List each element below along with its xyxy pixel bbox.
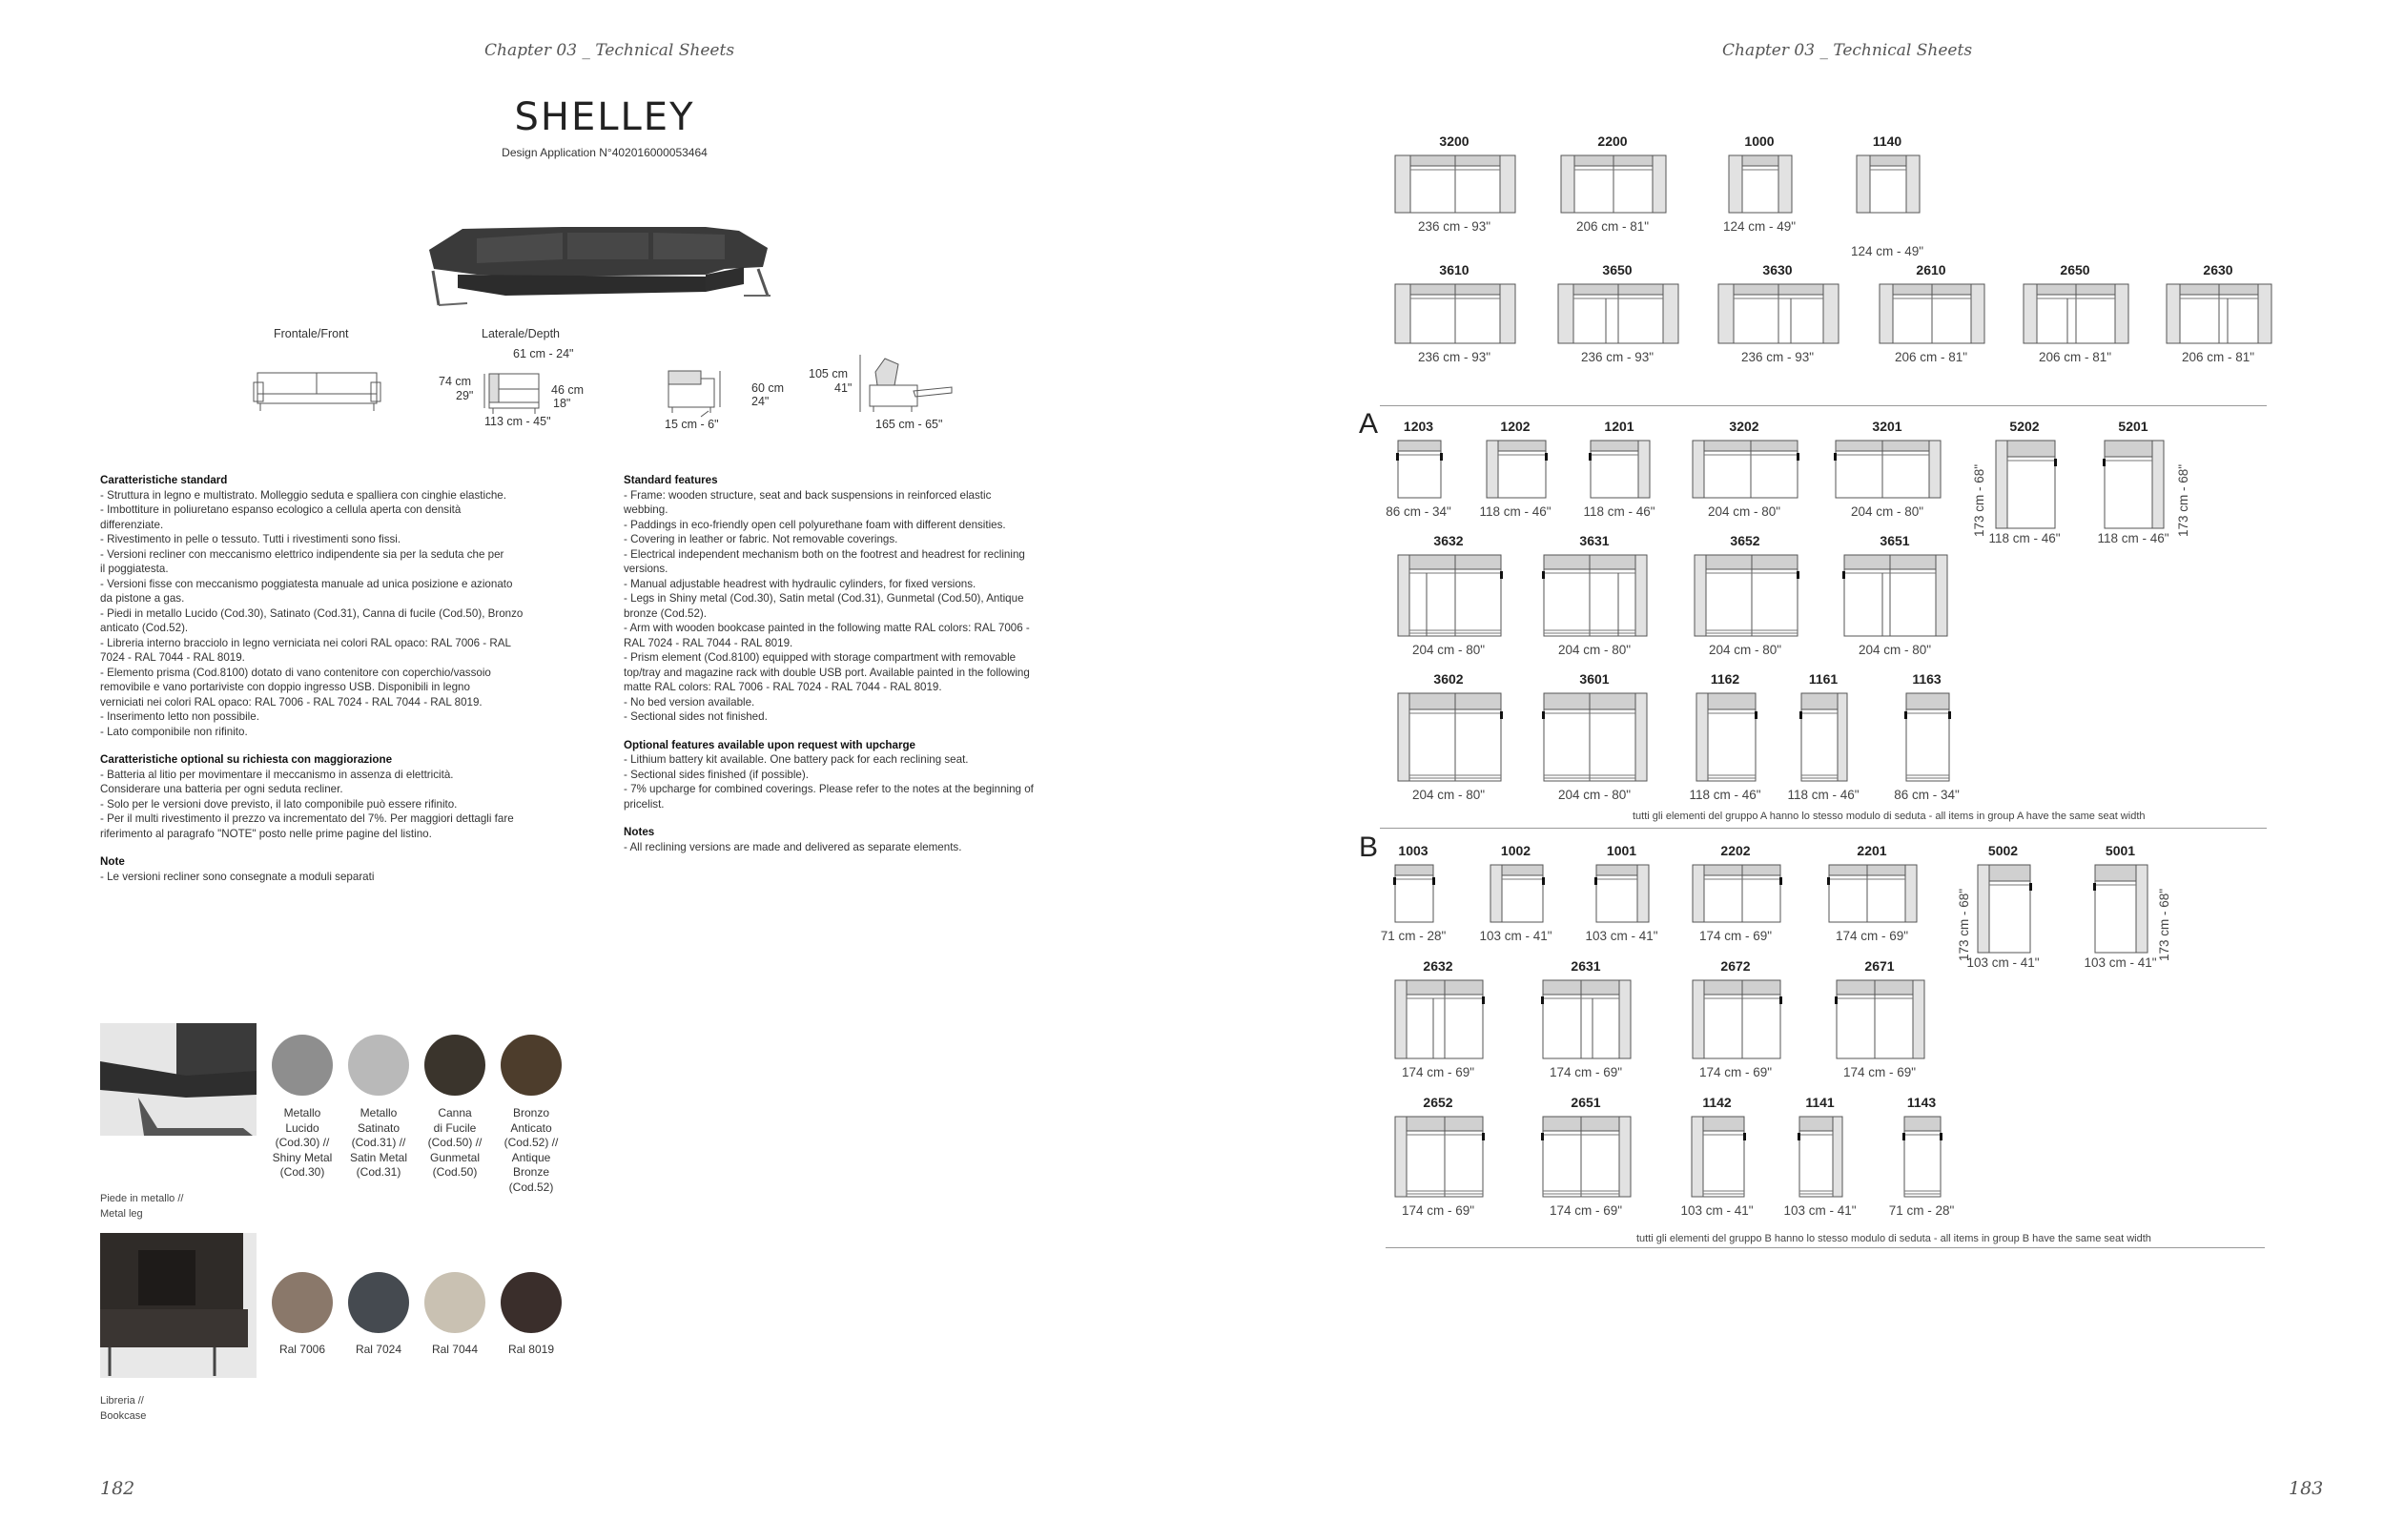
text-line: differenziate. bbox=[100, 518, 164, 531]
module-code: 2632 bbox=[1423, 958, 1453, 974]
module-dimension: 103 cm - 41" bbox=[1680, 1203, 1754, 1218]
swatch-label-line: Bronzo bbox=[512, 1106, 550, 1119]
module-dimension: 118 cm - 46" bbox=[1988, 531, 2061, 545]
text-line: anticato (Cod.52). bbox=[100, 622, 189, 634]
swatch-label-line: (Cod.31) // bbox=[351, 1136, 406, 1149]
module-code: 2671 bbox=[1864, 958, 1895, 974]
text-line: - Elemento prisma (Cod.8100) dotato di vano contenitore con coperchio/vassoio bbox=[100, 666, 491, 679]
module-dimension: 174 cm - 69" bbox=[1842, 1065, 1917, 1079]
module-code: 3200 bbox=[1439, 133, 1469, 149]
swatch-label-line: Bronze bbox=[512, 1165, 550, 1179]
dim-recliner-in: 41" bbox=[834, 381, 853, 395]
metal-swatch-label bbox=[488, 1106, 574, 1195]
module-dimension: 206 cm - 81" bbox=[1894, 350, 1968, 364]
dim-recliner-cm: 105 cm bbox=[809, 367, 848, 380]
en-features-heading: Standard features bbox=[624, 474, 718, 486]
metal-leg-caption-it: Piede in metallo // bbox=[100, 1193, 184, 1204]
ral-swatch[interactable] bbox=[348, 1272, 409, 1333]
module-drawing[interactable] bbox=[1590, 440, 1653, 501]
text-line: riferimento al paragrafo "NOTE" posto nelle prime pagine del listino. bbox=[100, 827, 432, 840]
bookcase-caption-en: Bookcase bbox=[100, 1410, 147, 1422]
swatch-label-line: Satin Metal bbox=[349, 1150, 408, 1164]
text-line: - Covering in leather or fabric. Not removable coverings. bbox=[624, 533, 898, 545]
group-a-divider bbox=[1380, 405, 2267, 406]
module-code: 1001 bbox=[1606, 843, 1637, 858]
ral-swatch-label: Ral 7024 bbox=[355, 1343, 402, 1356]
module-code: 1140 bbox=[1872, 133, 1902, 149]
dim-headrest-cm: 60 cm bbox=[751, 381, 785, 395]
front-view-drawing bbox=[253, 367, 381, 413]
module-drawing[interactable] bbox=[1543, 692, 1650, 784]
module-drawing[interactable] bbox=[1542, 1116, 1634, 1200]
text-line: - Legs in Shiny metal (Cod.30), Satin metal (Cod.31), Gunmetal (Cod.50), Antique bbox=[624, 592, 1024, 605]
module-drawing[interactable] bbox=[1560, 154, 1669, 216]
it-features-list bbox=[100, 488, 606, 740]
page-number-left: 182 bbox=[100, 1478, 135, 1499]
text-line: - 7% upcharge for combined coverings. Please refer to the notes at the beginning of bbox=[624, 783, 1034, 795]
group-a-letter: A bbox=[1359, 408, 1379, 440]
module-code: 3601 bbox=[1579, 671, 1610, 687]
text-line: - Struttura in legno e multistrato. Molleggio seduta e spalliera con cinghie elastiche. bbox=[100, 488, 506, 502]
group-b-letter: B bbox=[1359, 832, 1379, 863]
module-dimension: 118 cm - 46" bbox=[1787, 788, 1860, 802]
swatch-label-line: (Cod.50) // bbox=[427, 1136, 483, 1149]
module-drawing[interactable] bbox=[1800, 692, 1850, 784]
metal-leg-caption-en: Metal leg bbox=[100, 1208, 143, 1220]
module-drawing[interactable] bbox=[1843, 554, 1950, 639]
module-dimension: 174 cm - 69" bbox=[1835, 929, 1909, 943]
dim-seat-in: 18" bbox=[553, 397, 571, 410]
module-drawing[interactable] bbox=[1397, 440, 1444, 501]
product-title: SHELLEY bbox=[514, 95, 695, 139]
group-b-note: tutti gli elementi del gruppo B hanno lo stesso modulo di seduta - all items in group B have the same seat width bbox=[1636, 1233, 2151, 1244]
module-code: 2672 bbox=[1720, 958, 1751, 974]
front-view-label: Frontale/Front bbox=[274, 327, 349, 340]
text-line: - Solo per le versioni dove previsto, il lato componibile può essere rifinito. bbox=[100, 797, 458, 811]
module-depth-dimension: 173 cm - 68" bbox=[2157, 888, 2171, 961]
design-application: Design Application N°402016000053464 bbox=[502, 146, 708, 159]
text-line: - Paddings in eco-friendly open cell polyurethane foam with different densities. bbox=[624, 518, 1006, 531]
module-dimension: 103 cm - 41" bbox=[1966, 955, 2040, 970]
module-drawing[interactable] bbox=[1692, 979, 1783, 1061]
module-dimension: 174 cm - 69" bbox=[1401, 1203, 1475, 1218]
ral-swatch[interactable] bbox=[501, 1272, 562, 1333]
module-drawing[interactable] bbox=[2166, 283, 2274, 346]
module-code: 3201 bbox=[1872, 419, 1902, 434]
module-code: 3651 bbox=[1880, 533, 1910, 548]
text-line: - Versioni recliner con meccanismo elettrico indipendente sia per la seduta che per bbox=[100, 547, 504, 561]
text-line: - Manual adjustable headrest with hydraulic cylinders, for fixed versions. bbox=[624, 577, 976, 590]
module-drawing[interactable] bbox=[2104, 440, 2167, 531]
module-dimension: 206 cm - 81" bbox=[1575, 219, 1650, 234]
en-note-list bbox=[624, 840, 1129, 855]
module-drawing[interactable] bbox=[1696, 692, 1758, 784]
module-code: 3632 bbox=[1433, 533, 1464, 548]
module-drawing[interactable] bbox=[1691, 1116, 1747, 1200]
module-drawing[interactable] bbox=[1394, 154, 1518, 216]
module-dimension: 204 cm - 80" bbox=[1411, 643, 1486, 657]
module-drawing[interactable] bbox=[1856, 154, 1922, 216]
text-line: - Prism element (Cod.8100) equipped with storage compartment with removable bbox=[624, 651, 1017, 664]
module-drawing[interactable] bbox=[1397, 692, 1504, 784]
module-drawing[interactable] bbox=[1717, 283, 1841, 346]
module-dimension: 124 cm - 49" bbox=[1722, 219, 1797, 234]
module-code: 5002 bbox=[1987, 843, 2019, 858]
module-dimension: 236 cm - 93" bbox=[1580, 350, 1654, 364]
text-line: webbing. bbox=[624, 503, 668, 516]
swatch-label-line: Metallo bbox=[283, 1106, 321, 1119]
module-drawing[interactable] bbox=[1542, 979, 1634, 1061]
module-code: 2202 bbox=[1720, 843, 1751, 858]
module-dimension: 118 cm - 46" bbox=[2097, 531, 2169, 545]
group-b-divider bbox=[1380, 828, 2267, 829]
metal-swatch-label bbox=[412, 1106, 498, 1181]
module-code: 1000 bbox=[1744, 133, 1775, 149]
text-line: - Sectional sides finished (if possible). bbox=[624, 768, 809, 781]
text-line: RAL 7024 - RAL 7044 - RAL 8019. bbox=[624, 636, 793, 649]
swatch-label-line: (Cod.31) bbox=[356, 1165, 401, 1179]
module-code: 1203 bbox=[1403, 419, 1434, 434]
metal-leg-photo bbox=[100, 1023, 257, 1136]
module-code: 2610 bbox=[1916, 262, 1946, 277]
module-drawing[interactable] bbox=[1798, 1116, 1845, 1200]
text-line: - Sectional sides not finished. bbox=[624, 710, 768, 723]
text-line: - Per il multi rivestimento il prezzo va incrementato del 7%. Per maggiori dettagli fare bbox=[100, 812, 514, 825]
text-line: - Imbottiture in poliuretano espanso ecologico a cellula aperta con densità bbox=[100, 503, 462, 516]
module-drawing[interactable] bbox=[1828, 864, 1920, 925]
dim-height-cm: 74 cm bbox=[439, 375, 472, 388]
metal-swatch[interactable] bbox=[501, 1035, 562, 1096]
module-dimension: 204 cm - 80" bbox=[1858, 643, 1932, 657]
module-code: 3630 bbox=[1762, 262, 1793, 277]
module-drawing[interactable] bbox=[1905, 692, 1952, 784]
swatch-label-line: Shiny Metal bbox=[272, 1150, 333, 1164]
swatch-label-line: Antique bbox=[511, 1150, 551, 1164]
text-line: - Batteria al litio per movimentare il meccanismo in assenza di elettricità. bbox=[100, 768, 454, 781]
metal-swatch[interactable] bbox=[272, 1035, 333, 1096]
module-dimension: 103 cm - 41" bbox=[1585, 929, 1658, 943]
swatch-label-line: (Cod.50) bbox=[432, 1165, 478, 1179]
text-line: da pistone a gas. bbox=[100, 592, 185, 605]
ral-swatch[interactable] bbox=[424, 1272, 485, 1333]
ral-swatch-label: Ral 7006 bbox=[278, 1343, 326, 1356]
text-line: - Electrical independent mechanism both on the footrest and headrest for reclining bbox=[624, 547, 1025, 561]
module-drawing[interactable] bbox=[1728, 154, 1795, 216]
bookcase-caption bbox=[100, 1393, 146, 1424]
swatch-label-line: Lucido bbox=[285, 1120, 319, 1135]
dim-seat-cm: 46 cm bbox=[551, 383, 585, 397]
module-dimension: 118 cm - 46" bbox=[1583, 504, 1655, 519]
it-features-heading: Caratteristiche standard bbox=[100, 474, 228, 486]
module-drawing[interactable] bbox=[1394, 979, 1486, 1061]
module-drawing[interactable] bbox=[1394, 1116, 1486, 1200]
module-dimension: 204 cm - 80" bbox=[1557, 788, 1632, 802]
group-a-note: tutti gli elementi del gruppo A hanno lo stesso modulo di seduta - all items in group A have the same seat width bbox=[1633, 811, 2146, 822]
headrest-view-drawing bbox=[663, 367, 744, 424]
text-line: - Le versioni recliner sono consegnate a moduli separati bbox=[100, 870, 375, 883]
text-line: - Lithium battery kit available. One battery pack for each reclining seat. bbox=[624, 753, 969, 766]
swatch-label-line: Gunmetal bbox=[429, 1150, 481, 1164]
swatch-label-line: (Cod.52) // bbox=[504, 1136, 559, 1149]
it-note-heading: Note bbox=[100, 855, 125, 868]
module-drawing[interactable] bbox=[1394, 283, 1518, 346]
module-code: 1143 bbox=[1906, 1095, 1937, 1110]
module-drawing[interactable] bbox=[1595, 864, 1652, 925]
text-line: verniciati nei colori RAL opaco: RAL 7006 - RAL 7024 - RAL 7044 - RAL 8019. bbox=[100, 695, 483, 708]
recliner-view-drawing bbox=[856, 353, 961, 420]
module-drawing[interactable] bbox=[1490, 864, 1546, 925]
module-code: 2651 bbox=[1571, 1095, 1601, 1110]
module-dimension: 206 cm - 81" bbox=[2181, 350, 2255, 364]
module-dimension: 71 cm - 28" bbox=[1380, 929, 1447, 943]
module-dimension: 118 cm - 46" bbox=[1479, 504, 1552, 519]
module-dimension: 204 cm - 80" bbox=[1411, 788, 1486, 802]
module-code: 1003 bbox=[1398, 843, 1428, 858]
module-dimension: 174 cm - 69" bbox=[1549, 1065, 1623, 1079]
metal-swatch[interactable] bbox=[424, 1035, 485, 1096]
module-dimension: 124 cm - 49" bbox=[1850, 244, 1924, 258]
metal-swatch-label bbox=[336, 1106, 421, 1181]
en-note-heading: Notes bbox=[624, 826, 655, 838]
en-optional-list bbox=[624, 752, 1129, 811]
module-drawing[interactable] bbox=[2023, 283, 2131, 346]
text-line: versions. bbox=[624, 563, 668, 575]
text-line: top/tray and magazine rack with double USB port. Available painted in the following bbox=[624, 666, 1030, 679]
module-code: 3652 bbox=[1730, 533, 1760, 548]
module-code: 3650 bbox=[1602, 262, 1633, 277]
swatch-label-line: Metallo bbox=[360, 1106, 398, 1119]
dim-height-in: 29" bbox=[456, 389, 474, 402]
text-line: 7024 - RAL 7044 - RAL 8019. bbox=[100, 651, 245, 664]
module-dimension: 174 cm - 69" bbox=[1401, 1065, 1475, 1079]
text-line: pricelist. bbox=[624, 797, 665, 811]
en-optional-heading: Optional features available upon request with upcharge bbox=[624, 738, 916, 751]
module-depth-dimension: 173 cm - 68" bbox=[1972, 463, 1986, 537]
module-drawing[interactable] bbox=[1692, 440, 1800, 501]
module-dimension: 174 cm - 69" bbox=[1698, 1065, 1773, 1079]
module-dimension: 174 cm - 69" bbox=[1549, 1203, 1623, 1218]
module-dimension: 86 cm - 34" bbox=[1894, 788, 1960, 802]
text-line: - Arm with wooden bookcase painted in the following matte RAL colors: RAL 7006 - bbox=[624, 622, 1030, 634]
module-dimension: 236 cm - 93" bbox=[1417, 350, 1491, 364]
module-code: 2650 bbox=[2060, 262, 2090, 277]
module-drawing[interactable] bbox=[1903, 1116, 1943, 1200]
group-b-end-divider bbox=[1386, 1247, 2265, 1248]
metal-swatch[interactable] bbox=[348, 1035, 409, 1096]
module-dimension: 103 cm - 41" bbox=[1783, 1203, 1857, 1218]
dim-recliner-len: 165 cm - 65" bbox=[875, 418, 943, 431]
english-text-column bbox=[624, 473, 1129, 854]
module-drawing[interactable] bbox=[2094, 864, 2150, 955]
module-dimension: 236 cm - 93" bbox=[1740, 350, 1815, 364]
it-optional-list bbox=[100, 768, 606, 842]
module-dimension: 204 cm - 80" bbox=[1707, 504, 1781, 519]
swatch-label-line: Anticato bbox=[510, 1120, 552, 1135]
chapter-header-left: Chapter 03 _ Technical Sheets bbox=[484, 41, 735, 60]
module-drawing[interactable] bbox=[1397, 554, 1504, 639]
metal-swatch-label bbox=[259, 1106, 345, 1181]
page-number-right: 183 bbox=[2289, 1478, 2324, 1499]
text-line: - Rivestimento in pelle o tessuto. Tutti i rivestimenti sono fissi. bbox=[100, 533, 401, 545]
dim-headrest-ext: 15 cm - 6" bbox=[665, 418, 719, 431]
text-line: - Lato componibile non rifinito. bbox=[100, 725, 248, 738]
it-optional-heading: Caratteristiche optional su richiesta con maggiorazione bbox=[100, 753, 393, 766]
module-dimension: 103 cm - 41" bbox=[2084, 955, 2157, 970]
text-line: - Piedi in metallo Lucido (Cod.30), Satinato (Cod.31), Canna di fucile (Cod.50), Bronzo bbox=[100, 606, 524, 620]
dim-depth-total: 113 cm - 45" bbox=[484, 415, 551, 428]
module-code: 1202 bbox=[1500, 419, 1531, 434]
side-view-drawing bbox=[482, 370, 544, 416]
module-dimension: 118 cm - 46" bbox=[1689, 788, 1761, 802]
text-line: bronze (Cod.52). bbox=[624, 606, 707, 620]
module-code: 2200 bbox=[1597, 133, 1628, 149]
module-dimension: 103 cm - 41" bbox=[1479, 929, 1552, 943]
dim-headrest-in: 24" bbox=[751, 395, 770, 408]
dim-depth-top: 61 cm - 24" bbox=[513, 347, 574, 360]
module-depth-dimension: 173 cm - 68" bbox=[1957, 888, 1971, 961]
module-dimension: 174 cm - 69" bbox=[1698, 929, 1773, 943]
module-drawing[interactable] bbox=[1557, 283, 1681, 346]
module-code: 5201 bbox=[2118, 419, 2148, 434]
module-dimension: 204 cm - 80" bbox=[1708, 643, 1782, 657]
module-code: 1141 bbox=[1805, 1095, 1835, 1110]
bookcase-photo bbox=[100, 1233, 257, 1378]
en-features-list bbox=[624, 488, 1129, 725]
sofa-product-image bbox=[420, 200, 782, 315]
bookcase-caption-it: Libreria // bbox=[100, 1395, 144, 1407]
swatch-label-line: Satinato bbox=[357, 1120, 401, 1135]
module-dimension: 204 cm - 80" bbox=[1557, 643, 1632, 657]
module-drawing[interactable] bbox=[1995, 440, 2058, 531]
text-line: - No bed version available. bbox=[624, 695, 755, 708]
module-code: 1142 bbox=[1702, 1095, 1732, 1110]
text-line: Considerare una batteria per ogni seduta recliner. bbox=[100, 783, 343, 795]
module-drawing[interactable] bbox=[1835, 440, 1943, 501]
module-drawing[interactable] bbox=[1394, 864, 1436, 925]
it-note-list bbox=[100, 870, 606, 885]
swatch-label-line: (Cod.30) // bbox=[275, 1136, 330, 1149]
module-code: 2631 bbox=[1571, 958, 1601, 974]
italian-text-column bbox=[100, 473, 606, 884]
text-line: - Frame: wooden structure, seat and back suspensions in reinforced elastic bbox=[624, 488, 992, 502]
module-code: 5202 bbox=[2009, 419, 2040, 434]
module-code: 1201 bbox=[1604, 419, 1634, 434]
text-line: il poggiatesta. bbox=[100, 563, 169, 575]
module-dimension: 236 cm - 93" bbox=[1417, 219, 1491, 234]
ral-swatch-label: Ral 8019 bbox=[507, 1343, 555, 1356]
module-code: 2630 bbox=[2203, 262, 2233, 277]
module-drawing[interactable] bbox=[1486, 440, 1549, 501]
module-code: 3202 bbox=[1729, 419, 1759, 434]
module-dimension: 204 cm - 80" bbox=[1850, 504, 1924, 519]
ral-swatch[interactable] bbox=[272, 1272, 333, 1333]
module-code: 1161 bbox=[1808, 671, 1839, 687]
swatch-label-line: Canna bbox=[438, 1106, 472, 1119]
text-line: removibile e vano portariviste con doppio ingresso USB. Disponibili in legno bbox=[100, 681, 470, 693]
module-drawing[interactable] bbox=[1543, 554, 1650, 639]
chapter-header-right: Chapter 03 _ Technical Sheets bbox=[1722, 41, 1973, 60]
module-code: 1162 bbox=[1710, 671, 1740, 687]
ral-swatch-label: Ral 7044 bbox=[431, 1343, 479, 1356]
module-dimension: 71 cm - 28" bbox=[1888, 1203, 1955, 1218]
module-code: 3602 bbox=[1433, 671, 1464, 687]
module-code: 2652 bbox=[1423, 1095, 1453, 1110]
text-line: - Libreria interno bracciolo in legno verniciata nei colori RAL opaco: RAL 7006 - RAL bbox=[100, 636, 511, 649]
swatch-label-line: di Fucile bbox=[433, 1120, 477, 1135]
module-dimension: 206 cm - 81" bbox=[2038, 350, 2112, 364]
module-drawing[interactable] bbox=[1879, 283, 1987, 346]
module-code: 3631 bbox=[1579, 533, 1610, 548]
metal-leg-caption bbox=[100, 1191, 183, 1222]
module-drawing[interactable] bbox=[1694, 554, 1800, 639]
module-code: 5001 bbox=[2105, 843, 2136, 858]
module-drawing[interactable] bbox=[1836, 979, 1927, 1061]
module-drawing[interactable] bbox=[1692, 864, 1783, 925]
swatch-label-line: (Cod.30) bbox=[279, 1165, 325, 1179]
text-line: - Inserimento letto non possibile. bbox=[100, 710, 259, 723]
module-depth-dimension: 173 cm - 68" bbox=[2176, 463, 2190, 537]
swatch-label-line: (Cod.52) bbox=[508, 1180, 554, 1194]
text-line: - All reclining versions are made and delivered as separate elements. bbox=[624, 840, 962, 853]
module-code: 1002 bbox=[1500, 843, 1531, 858]
module-code: 3610 bbox=[1439, 262, 1469, 277]
depth-view-label: Laterale/Depth bbox=[482, 327, 561, 340]
text-line: matte RAL colors: RAL 7006 - RAL 7024 - RAL 7044 - RAL 8019. bbox=[624, 681, 942, 693]
module-code: 2201 bbox=[1857, 843, 1887, 858]
text-line: - Versioni fisse con meccanismo poggiatesta manuale ad unica posizione e azionato bbox=[100, 577, 513, 590]
module-drawing[interactable] bbox=[1977, 864, 2033, 955]
module-dimension: 86 cm - 34" bbox=[1386, 504, 1451, 519]
module-code: 1163 bbox=[1912, 671, 1942, 687]
